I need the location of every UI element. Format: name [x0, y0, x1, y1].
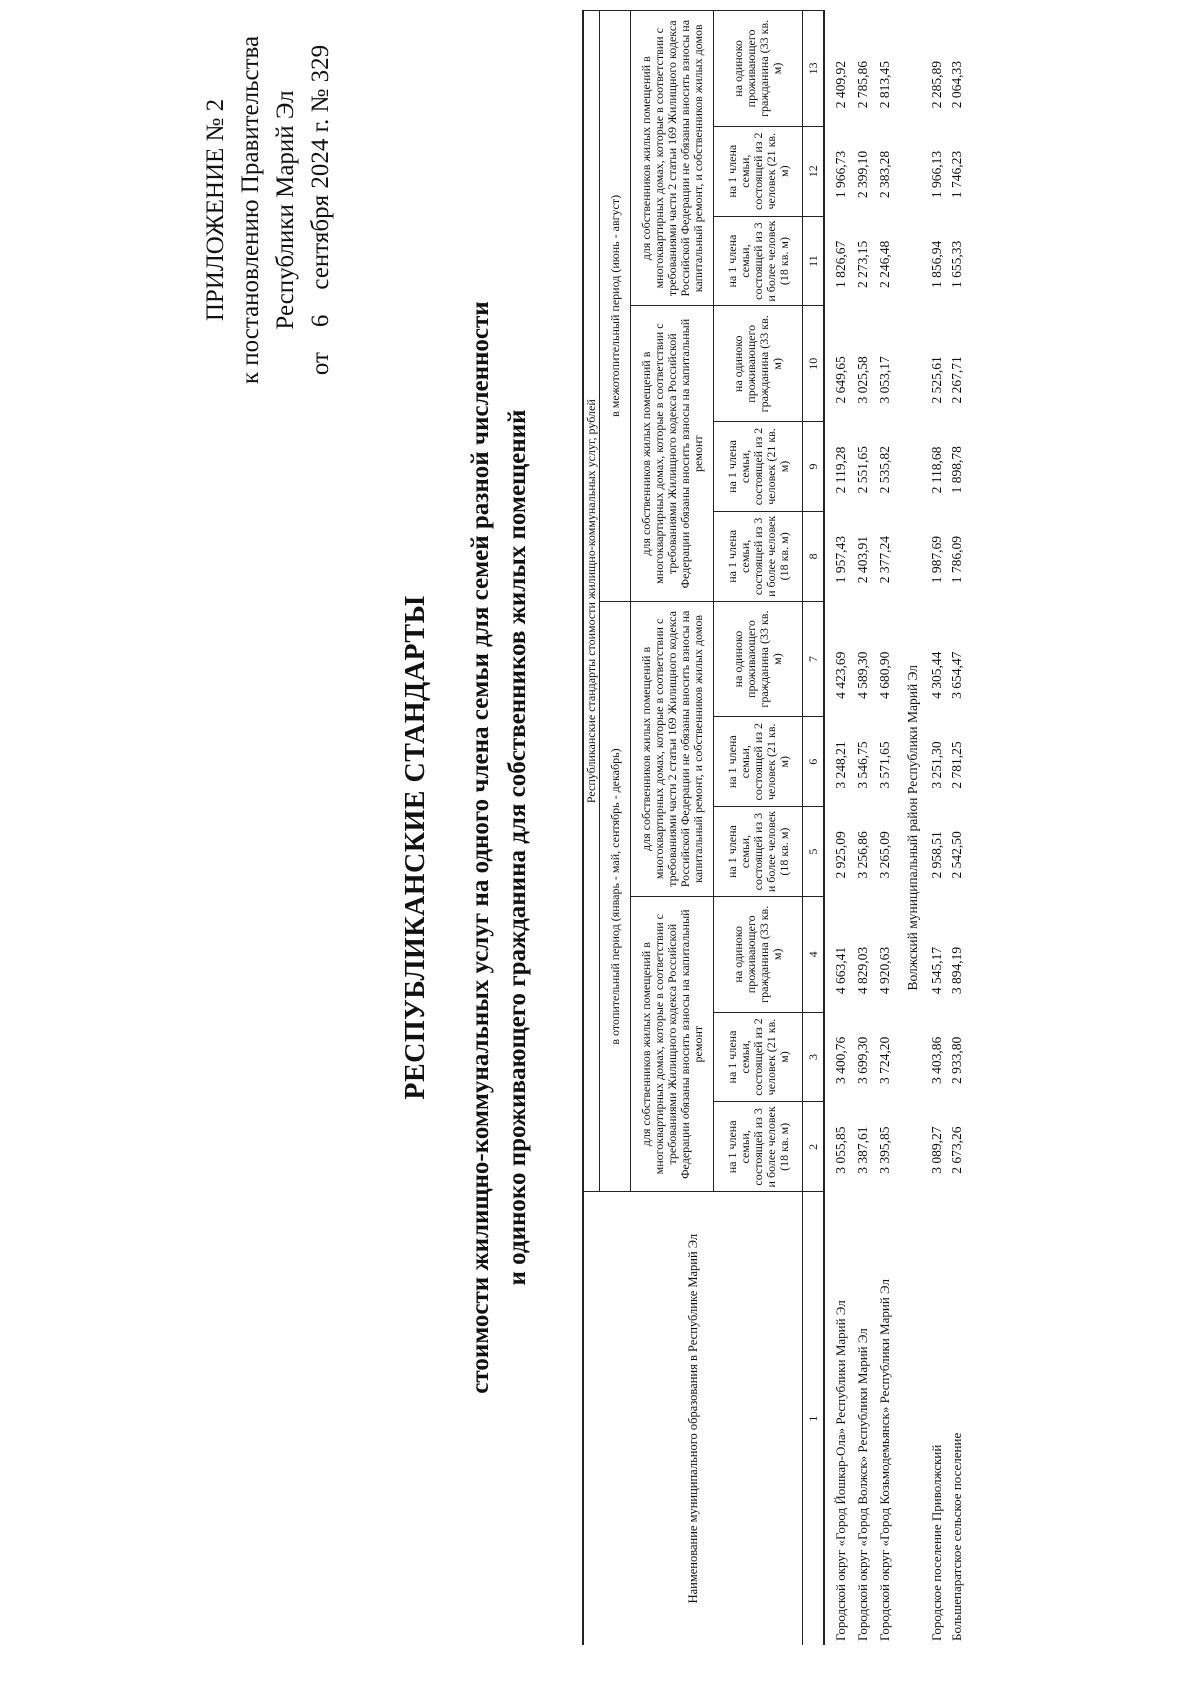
- row-value: 3 400,76: [833, 1036, 848, 1084]
- col-header-standards: Республиканские стандарты стоимости жилищно-коммунальных услуг, рублей: [583, 11, 600, 1192]
- sub-header-2: на 1 члена семьи, состоящей из 2 человек (21 кв. м): [714, 126, 803, 216]
- document-title: РЕСПУБЛИКАНСКИЕ СТАНДАРТЫ: [400, 595, 431, 1100]
- row-value: 4 545,17: [929, 946, 944, 995]
- group-obliged-nonheating: для собственников жилых помещений в многоквартирных домах, которые в соответствии с требованиями Жилищного кодекса Российской Федерации обязаны вносить взносы на капитальный ремонт: [631, 306, 714, 601]
- column-number: 12: [803, 126, 825, 216]
- row-value: 2 525,61: [929, 356, 944, 404]
- sub-header-1: на одиноко проживающего гражданина (33 кв. м): [714, 897, 803, 1013]
- sub-header-3plus: на 1 члена семьи, состоящей из 3 и более человек (18 кв. м): [714, 1102, 803, 1192]
- row-value: 2 958,51: [929, 831, 944, 879]
- row-municipality-name: Городской округ «Город Козьмодемьянск» Республики Марий Эл: [877, 1279, 892, 1641]
- column-number: 4: [803, 897, 825, 1013]
- row-value: 2 285,89: [929, 61, 944, 109]
- sub-header-2: на 1 члена семьи, состоящей из 2 человек (21 кв. м): [714, 717, 803, 807]
- row-value: 4 663,41: [833, 946, 848, 995]
- column-number: 13: [803, 11, 825, 127]
- column-number-row: [803, 11, 825, 1646]
- group-obliged-heating: для собственников жилых помещений в многоквартирных домах, которые в соответствии с требованиями Жилищного кодекса Российской Федерации обязаны вносить взносы на капитальный ремонт: [631, 897, 714, 1192]
- row-value: 3 025,58: [855, 356, 870, 404]
- document-subtitle: [462, 0, 536, 1695]
- table-body: [824, 11, 967, 1646]
- sub-header-3plus: на 1 члена семьи, состоящей из 3 и более человек (18 кв. м): [714, 807, 803, 897]
- subtitle-line-1: стоимости жилищно-коммунальных услуг на одного члена семьи для семей разной численности: [467, 301, 494, 1394]
- row-value: 4 305,44: [929, 651, 944, 699]
- row-value: 3 053,17: [877, 356, 892, 404]
- row-municipality-name: Городское поселение Приволжский: [929, 1444, 944, 1641]
- row-value: 3 395,85: [877, 1126, 892, 1174]
- sub-header-1: на одиноко проживающего гражданина (33 кв. м): [714, 601, 803, 717]
- table-row: [824, 11, 851, 1646]
- row-municipality-name: Городской округ «Город Йошкар-Ола» Республики Марий Эл: [833, 1300, 848, 1641]
- row-municipality-name: Большепаратское сельское поселение: [949, 1432, 964, 1641]
- row-value: 4 423,69: [833, 651, 848, 699]
- table-row: [947, 11, 967, 1646]
- row-value: 3 387,61: [855, 1126, 870, 1174]
- col-header-nonheating-period: в межотопительный период (июнь - август): [600, 11, 631, 602]
- row-value: 2 785,86: [855, 61, 870, 109]
- row-value: 2 649,65: [833, 356, 848, 404]
- row-value: 2 383,28: [877, 150, 892, 199]
- row-value: 3 265,09: [877, 831, 892, 879]
- row-value: 2 267,71: [949, 356, 964, 404]
- row-value: 1 746,23: [949, 150, 964, 199]
- row-value: 3 256,86: [855, 831, 870, 879]
- row-value: 1 826,67: [833, 240, 848, 288]
- group-not-obliged-nonheating: для собственников жилых помещений в многоквартирных домах, которые в соответствии с требованиями части 2 статьи 169 Жилищного кодекса Российской Федерации не обязаны вносить взносы на капитальный ремонт, и собственников жилых домов: [631, 11, 714, 307]
- row-value: 1 966,13: [929, 150, 944, 199]
- row-value: 2 925,09: [833, 831, 848, 879]
- row-value: 2 535,82: [877, 446, 892, 494]
- column-number: 6: [803, 717, 825, 807]
- row-value: 1 966,73: [833, 150, 848, 199]
- column-number: 8: [803, 511, 825, 601]
- row-value: 4 829,03: [855, 946, 870, 995]
- col-header-municipality: Наименование муниципального образования в Республике Марий Эл: [583, 1192, 803, 1645]
- row-value: 4 920,63: [877, 946, 892, 995]
- row-value: 2 409,92: [833, 61, 848, 109]
- column-number: 7: [803, 601, 825, 717]
- row-value: 3 089,27: [929, 1126, 944, 1174]
- table-row: [851, 11, 873, 1646]
- row-value: 2 246,48: [877, 240, 892, 288]
- row-value: 1 856,94: [929, 240, 944, 288]
- table-row: [923, 11, 947, 1646]
- row-value: 3 055,85: [833, 1126, 848, 1174]
- col-header-heating-period: в отопительный период (январь - май, сентябрь - декабрь): [600, 601, 631, 1192]
- table-row: [873, 11, 895, 1646]
- row-value: 3 571,65: [877, 741, 892, 789]
- row-value: 3 248,21: [833, 741, 848, 789]
- standards-table: [582, 10, 967, 1645]
- row-value: 2 119,28: [833, 446, 848, 494]
- appendix-line-2: к постановлению Правительства: [237, 35, 264, 385]
- row-value: 2 781,25: [949, 741, 964, 789]
- row-value: 1 957,43: [833, 536, 848, 584]
- appendix-line-3: Республики Марий Эл: [272, 90, 299, 330]
- sub-header-2: на 1 члена семьи, состоящей из 2 человек (21 кв. м): [714, 422, 803, 512]
- row-value: 2 403,91: [855, 536, 870, 584]
- row-value: 2 933,80: [949, 1036, 964, 1084]
- row-value: 2 542,50: [949, 831, 964, 879]
- district-row: [895, 11, 923, 1646]
- row-value: 3 894,19: [949, 946, 964, 995]
- row-value: 1 987,69: [929, 536, 944, 584]
- row-value: 1 898,78: [949, 446, 964, 494]
- row-value: 3 546,75: [855, 741, 870, 789]
- row-value: 1 655,33: [949, 240, 964, 288]
- row-value: 2 273,15: [855, 240, 870, 288]
- row-value: 3 699,30: [855, 1036, 870, 1084]
- row-value: 2 673,26: [949, 1126, 964, 1174]
- column-number: 9: [803, 422, 825, 512]
- row-value: 2 551,65: [855, 446, 870, 494]
- column-number: 1: [803, 1192, 825, 1645]
- row-value: 3 403,86: [929, 1036, 944, 1084]
- column-number: 3: [803, 1012, 825, 1102]
- row-value: 2 377,24: [877, 536, 892, 584]
- column-number: 11: [803, 216, 825, 306]
- subtitle-line-2: и одиноко проживающего гражданина для собственников жилых помещений: [504, 409, 531, 1286]
- row-value: 2 064,33: [949, 61, 964, 109]
- row-value: 2 399,10: [855, 150, 870, 199]
- appendix-line-4: от 6 сентября 2024 г. № 329: [307, 44, 334, 376]
- row-value: 2 813,45: [877, 61, 892, 109]
- row-value: 1 786,09: [949, 536, 964, 584]
- row-value: 3 724,20: [877, 1036, 892, 1084]
- row-value: 3 654,47: [949, 651, 964, 699]
- column-number: 10: [803, 306, 825, 422]
- row-municipality-name: Городской округ «Город Волжск» Республики Марий Эл: [855, 1328, 870, 1641]
- column-number: 5: [803, 807, 825, 897]
- appendix-block: [198, 20, 338, 400]
- row-value: 4 680,90: [877, 651, 892, 699]
- sub-header-3plus: на 1 члена семьи, состоящей из 3 и более человек (18 кв. м): [714, 216, 803, 306]
- sub-header-1: на одиноко проживающего гражданина (33 кв. м): [714, 11, 803, 127]
- sub-header-3plus: на 1 члена семьи, состоящей из 3 и более человек (18 кв. м): [714, 511, 803, 601]
- column-number: 2: [803, 1102, 825, 1192]
- appendix-line-1: ПРИЛОЖЕНИЕ № 2: [202, 98, 229, 322]
- row-value: 2 118,68: [929, 446, 944, 494]
- sub-header-1: на одиноко проживающего гражданина (33 кв. м): [714, 306, 803, 422]
- sub-header-2: на 1 члена семьи, состоящей из 2 человек (21 кв. м): [714, 1012, 803, 1102]
- row-value: 3 251,30: [929, 741, 944, 789]
- group-not-obliged-heating: для собственников жилых помещений в многоквартирных домах, которые в соответствии с требованиями части 2 статьи 169 Жилищного кодекса Российской Федерации не обязаны вносить взносы на капитальный ремонт, и собственников жилых домов: [631, 601, 714, 896]
- district-heading: Волжский муниципальный район Республики Марий Эл: [905, 664, 920, 991]
- row-value: 4 589,30: [855, 651, 870, 699]
